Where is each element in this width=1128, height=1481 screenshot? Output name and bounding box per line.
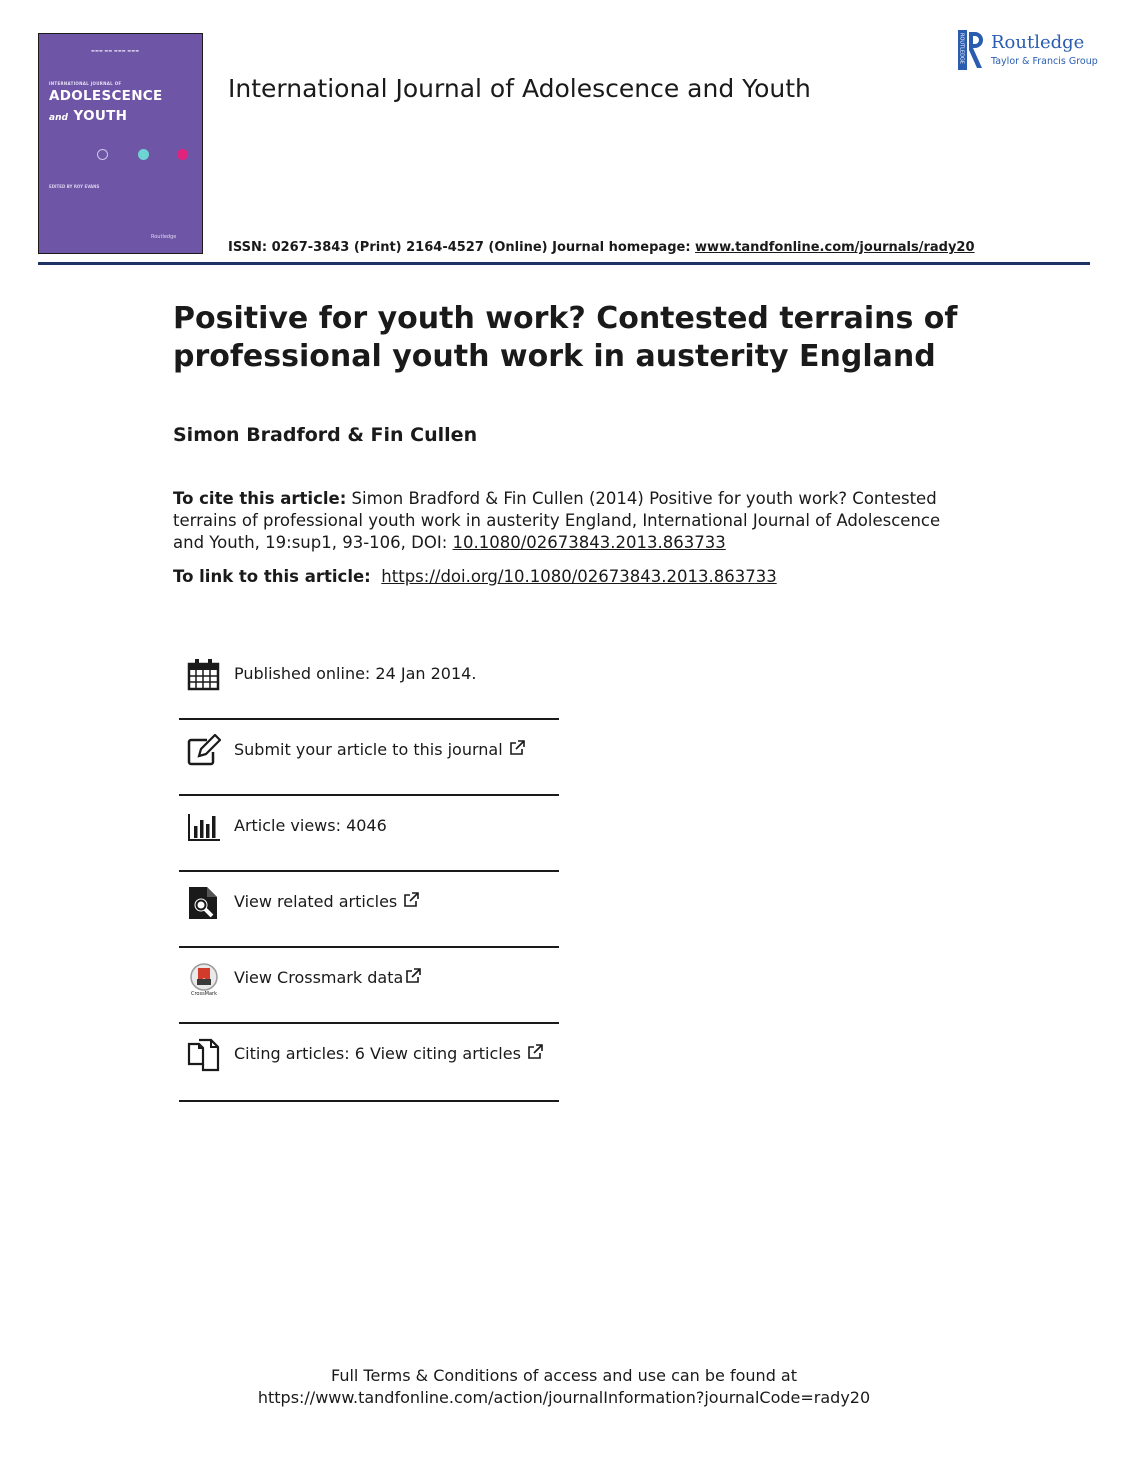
- article-link-label: To link to this article:: [173, 567, 371, 586]
- related-articles-link[interactable]: [234, 892, 419, 911]
- journal-homepage-link[interactable]: www.tandfonline.com/journals/rady20: [695, 240, 975, 255]
- submit-article-item[interactable]: [179, 720, 559, 796]
- crossmark-item[interactable]: [179, 948, 559, 1024]
- related-articles-text[interactable]: View related articles: [234, 892, 398, 911]
- copy-documents-icon: [187, 1038, 221, 1072]
- footer-line1: Full Terms & Conditions of access and use can be found at: [330, 1366, 798, 1385]
- citing-articles-link[interactable]: [234, 1044, 543, 1063]
- calendar-icon: [187, 658, 221, 692]
- article-views-item: [179, 796, 559, 872]
- citing-articles-text[interactable]: Citing articles: 6 View citing articles: [234, 1044, 521, 1063]
- issn-text: ISSN: 0267-3843 (Print) 2164-4527 (Online) Journal homepage:: [228, 240, 696, 255]
- issn-line: [228, 240, 975, 255]
- submit-article-link[interactable]: [234, 740, 525, 759]
- external-link-icon: [405, 968, 421, 984]
- crossmark-link[interactable]: [234, 968, 421, 987]
- external-link-icon: [403, 892, 419, 908]
- article-views-text: Article views: 4046: [234, 816, 387, 835]
- cover-title-and: and: [49, 113, 68, 123]
- crossmark-icon-label: CrossMark: [190, 991, 218, 996]
- article-link-block: [173, 566, 777, 588]
- citation-block: [173, 488, 963, 554]
- cover-dot-pink: [177, 149, 188, 160]
- citation-doi-link[interactable]: 10.1080/02673843.2013.863733: [452, 533, 726, 552]
- crossmark-text[interactable]: View Crossmark data: [234, 968, 404, 987]
- journal-title: International Journal of Adolescence and Youth: [228, 74, 811, 103]
- publisher-subtitle: Taylor & Francis Group: [991, 56, 1098, 67]
- cover-title-line2: [49, 105, 127, 124]
- citation-label: To cite this article:: [173, 489, 347, 508]
- publisher-name: Routledge: [991, 32, 1085, 53]
- cover-pretitle: INTERNATIONAL JOURNAL OF: [49, 81, 122, 86]
- routledge-mark-icon: [958, 30, 984, 70]
- article-doi-url[interactable]: https://doi.org/10.1080/02673843.2013.863733: [381, 567, 777, 586]
- submit-article-text[interactable]: Submit your article to this journal: [234, 740, 503, 759]
- external-link-icon: [527, 1044, 543, 1060]
- crossmark-icon: [187, 962, 221, 996]
- header-rule: [38, 262, 1090, 265]
- routledge-mark-text: ROUTLEDGE: [958, 33, 965, 64]
- citation-text: Simon Bradford & Fin Cullen (2014) Positive for youth work? Contested terrains of professional youth work in austerity England, International Journal of Adolescence and Youth, 19:sup1, 93-106, DOI:: [173, 489, 941, 552]
- cover-publisher-logo: Routledge: [151, 234, 177, 240]
- published-online-text: Published online: 24 Jan 2014.: [234, 664, 477, 683]
- cover-title-youth: YOUTH: [73, 108, 128, 124]
- footer-terms: [0, 1365, 1128, 1409]
- article-meta-list: [179, 644, 559, 1102]
- article-authors: Simon Bradford & Fin Cullen: [173, 424, 478, 446]
- footer-terms-url[interactable]: https://www.tandfonline.com/action/journalInformation?journalCode=rady20: [257, 1388, 871, 1407]
- published-online-item: [179, 644, 559, 720]
- edit-pencil-icon: [187, 734, 221, 768]
- article-title: Positive for youth work? Contested terrains of professional youth work in austerity England: [173, 301, 958, 374]
- cover-title-line1: ADOLESCENCE: [49, 88, 163, 104]
- external-link-icon: [509, 740, 525, 756]
- document-search-icon: [187, 886, 221, 920]
- cover-issn-strip: ▬▬▬ ▬▬ ▬▬▬ ▬▬▬: [91, 48, 140, 53]
- related-articles-item[interactable]: [179, 872, 559, 948]
- cover-dot-teal: [138, 149, 149, 160]
- journal-cover: [38, 33, 203, 254]
- cover-dot-outline: [97, 149, 108, 160]
- citing-articles-item[interactable]: [179, 1024, 559, 1102]
- publisher-logo: [958, 30, 1098, 70]
- bar-chart-icon: [187, 810, 221, 844]
- cover-editor: EDITED BY ROY EVANS: [49, 184, 100, 189]
